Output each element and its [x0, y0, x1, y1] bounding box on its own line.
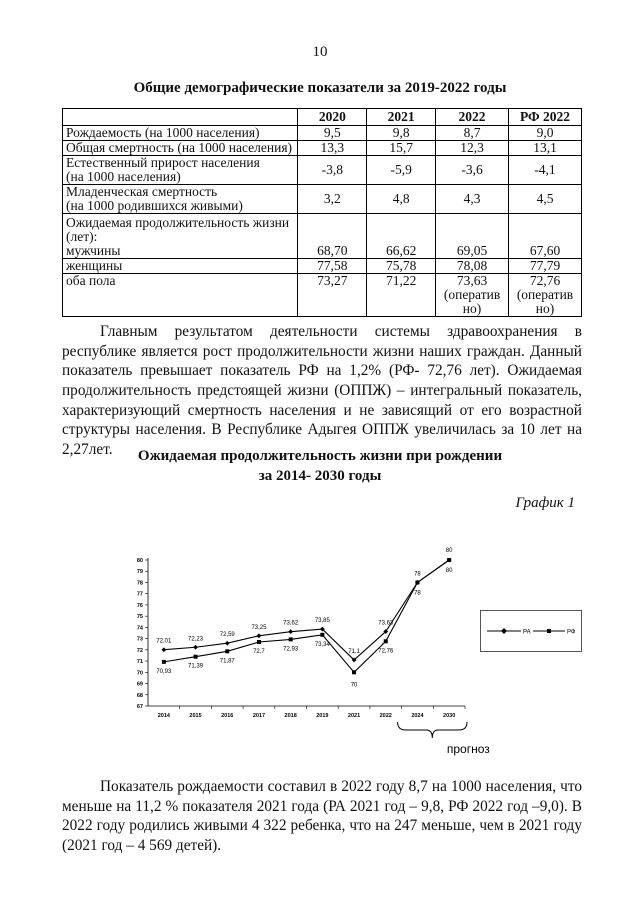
data-label-ra: 73,63 [378, 620, 394, 627]
data-label-ra: 72,23 [188, 636, 204, 643]
table-cell: 15,7 [367, 141, 436, 156]
y-tick-label: 68 [136, 692, 143, 699]
table-header-cell: РФ 2022 [509, 109, 582, 126]
data-label-rf: 72,7 [253, 648, 265, 655]
data-point-rf [225, 649, 229, 653]
row-label-line: (на 1000 населения) [66, 169, 181, 184]
paragraph-line: 2022 году родились живыми 4 322 ребенка, что на 247 меньше, чем в 2021 году [62, 817, 582, 835]
table-header-cell: 2020 [298, 109, 367, 126]
table-cell: 69,05 [436, 214, 509, 259]
data-label-ra: 73,25 [251, 624, 267, 631]
y-tick-label: 67 [136, 704, 143, 710]
data-label-rf: 71,39 [188, 663, 204, 670]
row-label [63, 185, 298, 214]
table-cell: 9,0 [509, 126, 582, 141]
y-tick-label: 76 [136, 602, 143, 609]
data-point-ra [288, 629, 293, 634]
data-point-rf [194, 655, 198, 659]
data-label-rf: 78 [414, 590, 421, 597]
series-line-ra [164, 560, 449, 660]
table-cell: 77,79 [509, 259, 582, 274]
paragraph-line: Главным результатом деятельности системы здравоохранения в [100, 323, 582, 340]
table-header-row [63, 109, 582, 126]
y-tick-label: 79 [136, 569, 143, 576]
life-expectancy-chart [110, 540, 490, 775]
table-title: Общие демографические показатели за 2019-2022 годы [133, 80, 507, 96]
row-label: оба пола [63, 274, 298, 317]
x-tick-label: 2015 [189, 713, 202, 719]
table-cell: 3,2 [298, 185, 367, 214]
data-label-ra: 80 [445, 548, 453, 554]
x-tick-label: 2018 [284, 713, 297, 719]
data-label-ra: 71,1 [348, 648, 360, 655]
data-label-rf: 72,93 [283, 646, 299, 653]
table-row [63, 126, 582, 141]
y-tick-label: 75 [136, 614, 143, 621]
paragraph-birth-rate [62, 777, 582, 856]
table-cell: -3,8 [298, 156, 367, 185]
row-label-line: Ожидаемая продолжительность жизни [66, 215, 290, 230]
table-cell: 4,3 [436, 185, 509, 214]
chart-title-line: Ожидаемая продолжительность жизни при рождении [137, 448, 503, 464]
paragraph-line: республике является рост продолжительности жизни наших граждан. Данный [62, 342, 582, 360]
table-row [63, 274, 582, 317]
data-point-ra [257, 633, 262, 638]
row-label-line: Младенческая смертность [66, 184, 218, 199]
table-cell: 71,22 [367, 274, 436, 317]
data-label-rf: 80 [445, 568, 453, 574]
chart-title-line: за 2014- 2030 годы [258, 468, 382, 484]
table-cell: 68,70 [298, 214, 367, 259]
data-label-rf: 70,93 [156, 668, 172, 675]
chart-title [0, 446, 640, 486]
legend-marker-rf [547, 629, 551, 633]
paragraph-line: (2021 год – 4 569 детей). [62, 837, 222, 855]
data-point-ra [161, 647, 166, 652]
demographics-table [62, 108, 582, 317]
forecast-label: прогноз [446, 742, 490, 756]
table-row [63, 214, 582, 259]
data-label-rf: 71,87 [219, 658, 235, 665]
y-tick-label: 80 [136, 558, 143, 564]
table-cell: -5,9 [367, 156, 436, 185]
legend-label-ra: РА [523, 629, 531, 636]
data-point-rf [447, 558, 451, 562]
table-cell: 78,08 [436, 259, 509, 274]
x-tick-label: 2024 [411, 713, 424, 719]
chart-legend [480, 610, 582, 652]
table-cell: 75,78 [367, 259, 436, 274]
cell-note: но) [535, 301, 555, 316]
data-label-ra: 72,59 [219, 632, 235, 639]
row-label: женщины [63, 259, 298, 274]
table-cell: -4,1 [509, 156, 582, 185]
table-cell: 66,62 [367, 214, 436, 259]
paragraph-line: структуры населения. В Республике Адыгея ОППЖ увеличилась за 10 лет на [62, 421, 582, 439]
table-cell [509, 274, 582, 317]
y-tick-label: 77 [136, 591, 143, 598]
table-row [63, 156, 582, 185]
data-label-rf: 72,76 [378, 648, 394, 655]
table-cell: 9,8 [367, 126, 436, 141]
paragraph-line: характеризующий смертность населения и не зависящий от его возрастной [62, 401, 582, 419]
y-tick-label: 72 [136, 647, 143, 654]
row-label-line: (на 1000 родившихся живыми) [66, 198, 243, 213]
table-cell: 77,58 [298, 259, 367, 274]
data-label-ra: 72,01 [156, 638, 172, 645]
y-tick-label: 78 [136, 580, 143, 587]
x-tick-label: 2016 [221, 713, 234, 719]
paragraph-line: показатель превышает показатель РФ на 1,2% (РФ- 72,76 лет). Ожидаемая [62, 362, 582, 380]
table-row [63, 141, 582, 156]
table-row [63, 259, 582, 274]
data-point-rf [257, 640, 261, 644]
table-cell: 13,1 [509, 141, 582, 156]
table-cell: 13,3 [298, 141, 367, 156]
data-label-rf: 73,34 [314, 641, 330, 648]
data-label-ra: 73,62 [283, 620, 299, 627]
y-tick-label: 71 [136, 659, 143, 666]
table-header-cell [63, 109, 298, 126]
data-label-ra: 78 [414, 571, 421, 578]
table-cell: 73,27 [298, 274, 367, 317]
data-point-rf [384, 639, 388, 643]
table-cell: 12,3 [436, 141, 509, 156]
data-point-rf [320, 633, 324, 637]
row-label-line: (лет): [66, 229, 98, 244]
row-label [63, 214, 298, 259]
paragraph-life-expectancy [62, 322, 582, 460]
paragraph-line: Показатель рождаемости составил в 2022 году 8,7 на 1000 населения, что [100, 778, 582, 795]
row-label-line: мужчины [66, 243, 121, 258]
legend-label-rf: РФ [567, 629, 576, 636]
data-point-rf [289, 637, 293, 641]
y-tick-label: 74 [136, 625, 143, 632]
row-label: Рождаемость (на 1000 населения) [63, 126, 298, 141]
paragraph-line: меньше на 11,2 % показателя 2021 года (РА 2021 год – 9,8, РФ 2022 год –9,0). В [62, 797, 582, 815]
table-header-cell: 2021 [367, 109, 436, 126]
table-cell: 4,5 [509, 185, 582, 214]
table-header-cell: 2022 [436, 109, 509, 126]
paragraph-line: продолжительность предстоящей жизни (ОППЖ) – интегральный показатель, [62, 382, 582, 400]
forecast-bracket [398, 722, 467, 738]
data-point-rf [415, 580, 419, 584]
data-point-rf [352, 670, 356, 674]
table-row [63, 185, 582, 214]
series-line-rf [164, 560, 449, 672]
legend-marker-ra [501, 628, 507, 634]
row-label-line: Естественный прирост населения [66, 155, 260, 170]
data-label-ra: 73,85 [314, 618, 330, 625]
x-tick-label: 2021 [347, 713, 361, 719]
x-tick-label: 2017 [252, 713, 266, 719]
table-cell: 67,60 [509, 214, 582, 259]
row-label: Общая смертность (на 1000 населения) [63, 141, 298, 156]
table-cell: 9,5 [298, 126, 367, 141]
y-tick-label: 70 [136, 670, 143, 677]
data-point-ra [193, 645, 198, 650]
page-number: 10 [312, 44, 328, 60]
cell-note: но) [462, 301, 482, 316]
cell-value: 73,63 [456, 273, 488, 288]
cell-note: (оператив [516, 287, 574, 302]
table-cell [436, 274, 509, 317]
data-label-rf: 70 [350, 682, 358, 689]
x-tick-label: 2014 [157, 713, 170, 719]
x-tick-label: 2022 [379, 713, 392, 719]
table-cell: 8,7 [436, 126, 509, 141]
data-point-ra [225, 641, 230, 646]
paragraph-line: 2,27лет. [62, 441, 113, 459]
row-label [63, 156, 298, 185]
data-point-rf [162, 660, 166, 664]
y-tick-label: 69 [136, 681, 143, 688]
y-tick-label: 73 [136, 636, 143, 643]
x-tick-label: 2019 [316, 713, 329, 719]
chart-caption: График 1 [515, 495, 575, 511]
table-cell: 4,8 [367, 185, 436, 214]
cell-note: (оператив [443, 287, 501, 302]
x-tick-label: 2030 [443, 713, 456, 719]
table-cell: -3,6 [436, 156, 509, 185]
cell-value: 72,76 [529, 273, 561, 288]
